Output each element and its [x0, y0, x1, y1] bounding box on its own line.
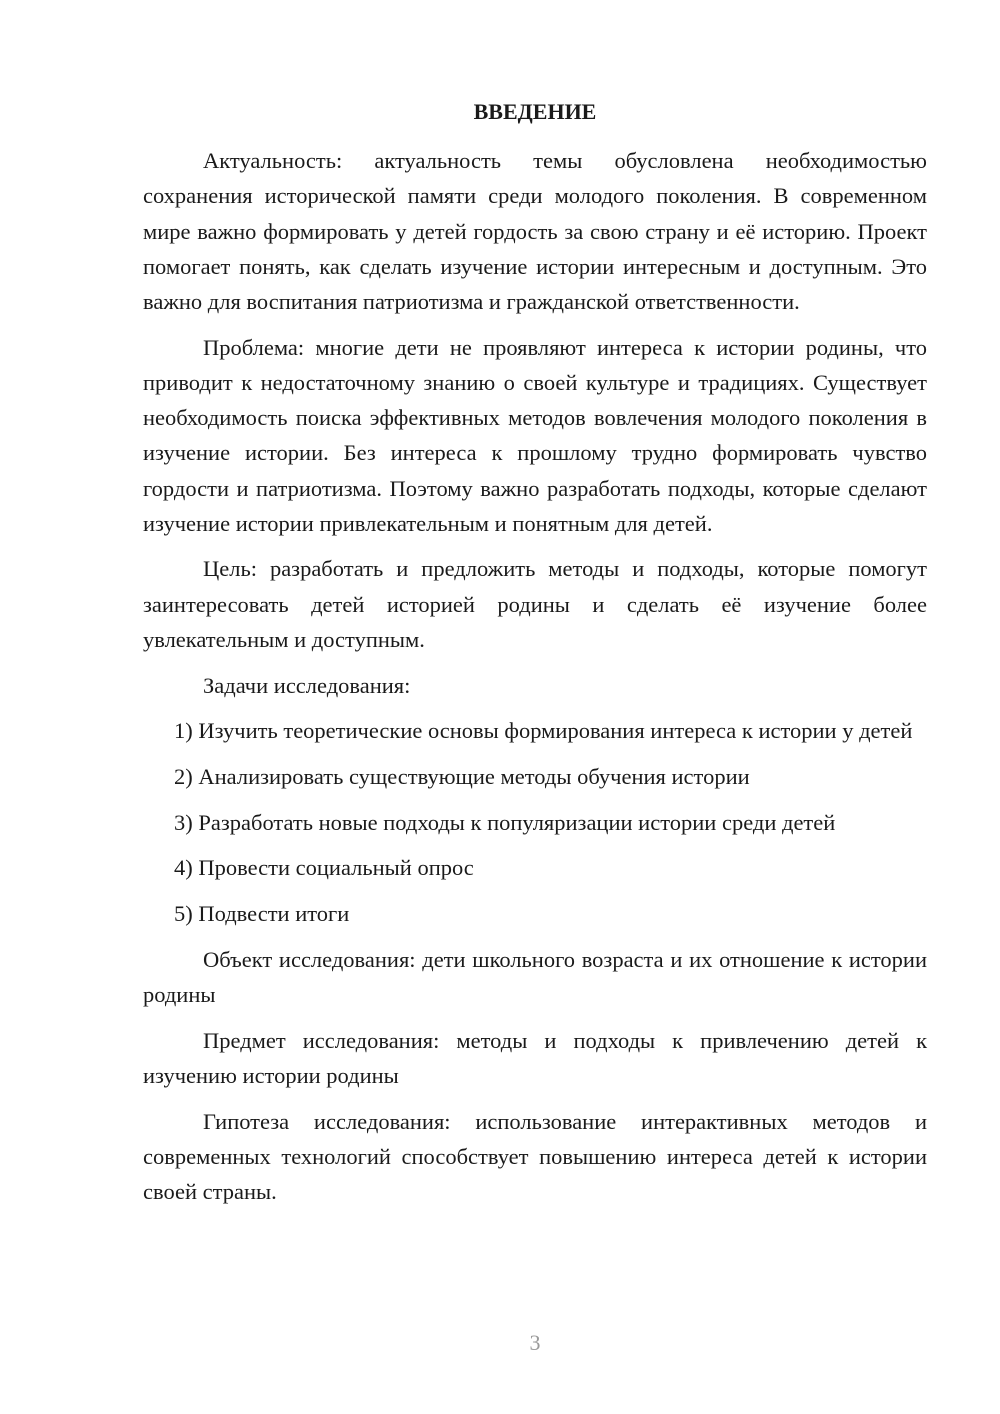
tasks-heading: Задачи исследования:: [203, 672, 411, 698]
paragraph-object: Объект исследования: дети школьного возраста и их отношение к истории родины: [143, 946, 927, 1007]
paragraph-problem: Проблема: многие дети не проявляют интереса к истории родины, что приводит к недостаточному знанию о своей культуре и традициях. Существует необходимость поиска эффективных методов вовлечения молодого поколения в изучение истории. Без интереса к прошлому трудно формировать чувство гордости и патриотизма. Поэтому важно разработать подходы, которые сделают изучение истории привлекательным и понятным для детей.: [143, 334, 927, 536]
task-item-3: 3) Разработать новые подходы к популяризации истории среди детей: [174, 809, 836, 835]
page-title: ВВЕДЕНИЕ: [473, 99, 597, 124]
paragraph-relevance: Актуальность: актуальность темы обусловлена необходимостью сохранения исторической памяти среди молодого поколения. В современном мире важно формировать у детей гордость за свою страну и её историю. Проект помогает понять, как сделать изучение истории интересным и доступным. Это важно для воспитания патриотизма и гражданской ответственности.: [143, 148, 927, 315]
paragraph-subject: Предмет исследования: методы и подходы к привлечению детей к изучению истории родины: [143, 1027, 927, 1088]
page-number: 3: [529, 1330, 541, 1355]
task-item-4: 4) Провести социальный опрос: [174, 855, 474, 881]
task-item-5: 5) Подвести итоги: [174, 901, 350, 927]
task-item-2: 2) Анализировать существующие методы обучения истории: [174, 763, 750, 789]
paragraph-goal: Цель: разработать и предложить методы и подходы, которые помогут заинтересовать детей историей родины и сделать её изучение более увлекательным и доступным.: [143, 556, 927, 652]
task-item-1: 1) Изучить теоретические основы формирования интереса к истории у детей: [174, 718, 913, 744]
paragraph-hypothesis: Гипотеза исследования: использование интерактивных методов и современных технологий способствует повышению интереса детей к истории своей страны.: [143, 1108, 927, 1204]
document-body: [143, 94, 927, 1220]
